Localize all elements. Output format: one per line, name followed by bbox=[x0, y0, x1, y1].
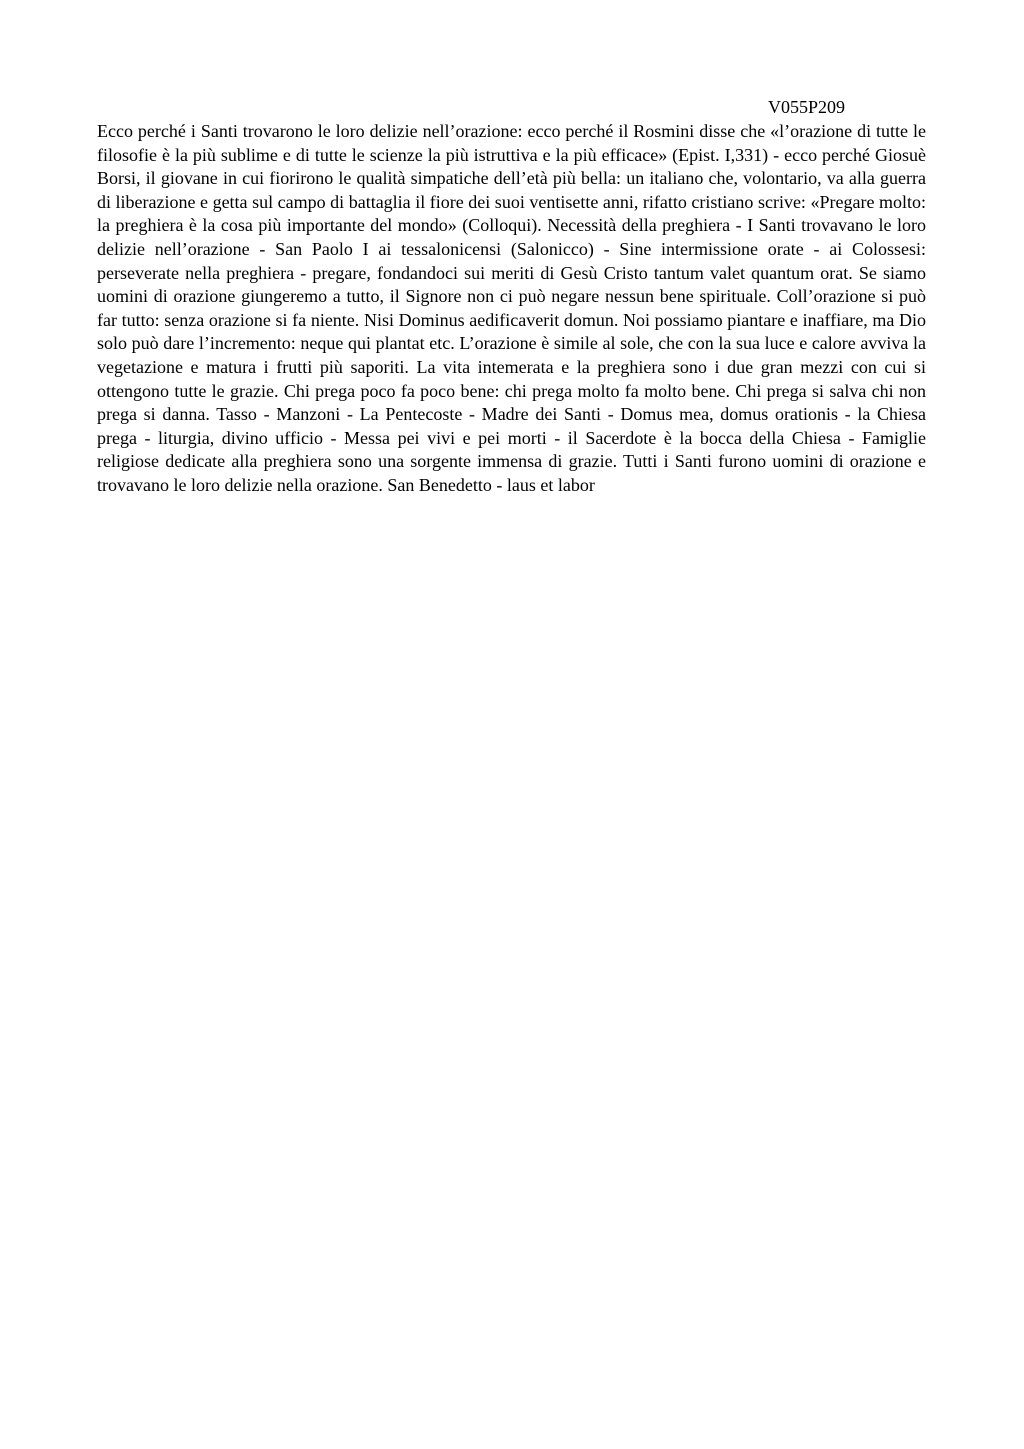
body-paragraph: Ecco perché i Santi trovarono le loro delizie nell’orazione: ecco perché il Rosmini disse che «l’orazione di tutte le filosofie è la più sublime e di tutte le scienze la più istruttiva e la più efficace» (Epist. I,331) - ecco perché Giosuè Borsi, il giovane in cui fiorirono le qualità simpatiche dell’età più bella: un italiano che, volontario, va alla guerra di liberazione e getta sul campo di battaglia il fiore dei suoi ventisette anni, rifatto cristiano scrive: «Pregare molto: la preghiera è la cosa più importante del mondo» (Colloqui). Necessità della preghiera - I Santi trovavano le loro delizie nell’orazione - San Paolo I ai tessalonicensi (Salonicco) - Sine intermissione orate - ai Colossesi: perseverate nella preghiera - pregare, fondandoci sui meriti di Gesù Cristo tantum valet quantum orat. Se siamo uomini di orazione giungeremo a tutto, il Signore non ci può negare nessun bene spirituale. Coll’orazione si può far tutto: senza orazione si fa niente. Nisi Dominus aedificaverit domun. Noi possiamo piantare e inaffiare, ma Dio solo può dare l’incremento: neque qui plantat etc. L’orazione è simile al sole, che con la sua luce e calore avviva la vegetazione e matura i frutti più saporiti. La vita intemerata e la preghiera sono i due gran mezzi con cui si ottengono tutte le grazie. Chi prega poco fa poco bene: chi prega molto fa molto bene. Chi prega si salva chi non prega si danna. Tasso - Manzoni - La Pentecoste - Madre dei Santi - Domus mea, domus orationis - la Chiesa prega - liturgia, divino ufficio - Messa pei vivi e pei morti - il Sacerdote è la bocca della Chiesa - Famiglie religiose dedicate alla preghiera sono una sorgente immensa di grazie. Tutti i Santi furono uomini di orazione e trovavano le loro delizie nella orazione. San Benedetto - laus et labor bbox=[97, 121, 926, 495]
page-identifier: V055P209 bbox=[768, 97, 846, 117]
